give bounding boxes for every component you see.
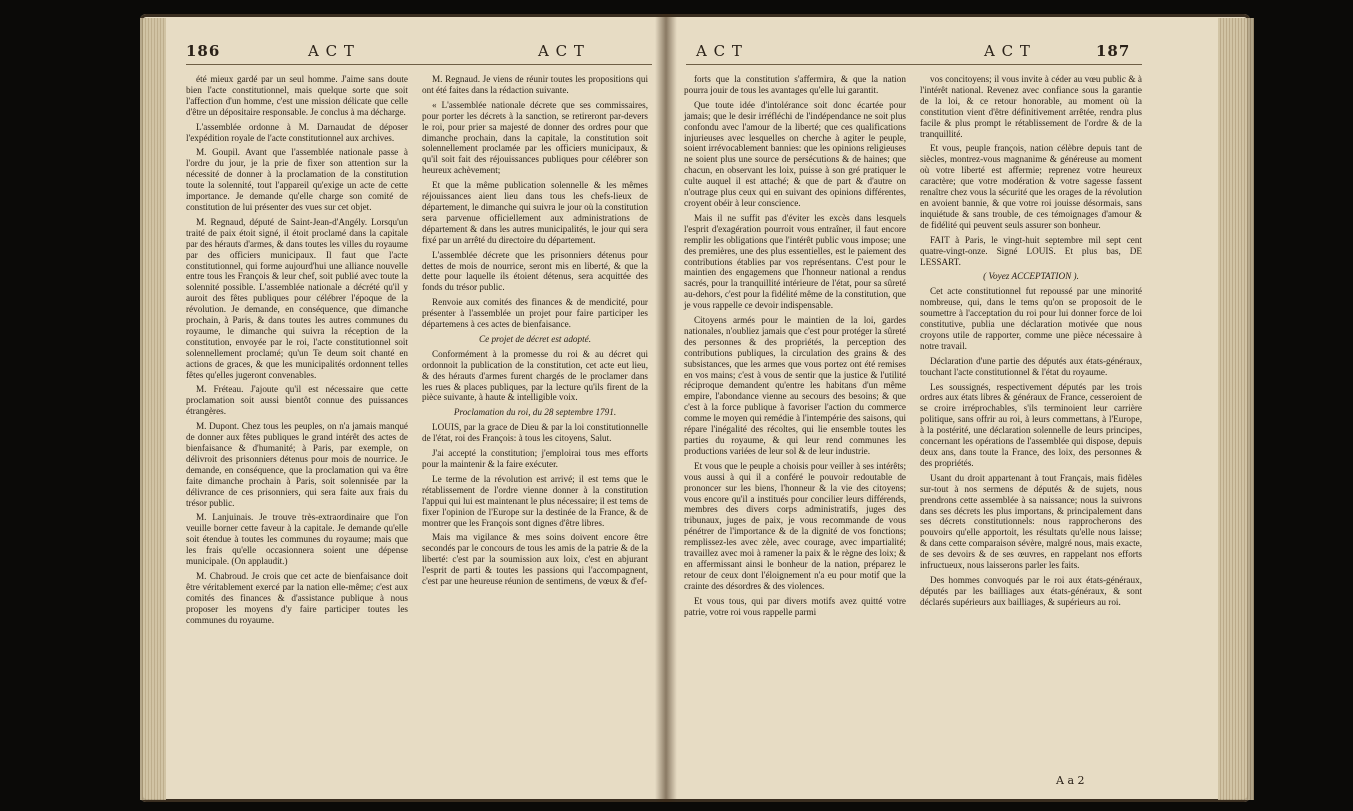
paragraph: Le terme de la révolution est arrivé; il est tems que le rétablissement de l'ordre vienne donner à la constitution l'appui qui lui est maintenant le plus nécessaire; il est tems de fixer l'opinion de l'Europe sur la destinée de la France, & de montrer que les François sont dignes d'être libres. [422,473,648,528]
paragraph: M. Goupil. Avant que l'assemblée nationale passe à l'ordre du jour, je la prie de fixer son attention sur la nécessité de donner à la proclamation de la constitution toute la solennité, tout l'appareil qu'exige un acte de cette importance. Je demande qu'elle charge son comité de constitution de lui présenter des vues sur cet objet. [186,147,408,212]
paragraph: L'assemblée ordonne à M. Darnaudat de déposer l'expédition royale de l'acte constitutionnel aux archives. [186,121,408,143]
paragraph: FAIT à Paris, le vingt-huit septembre mil sept cent quatre-vingt-onze. Signé LOUIS. Et plus bas, DE LESSART. [920,234,1142,267]
paragraph: Usant du droit appartenant à tout Français, mais fidèles sur-tout à nos sermens de députés & de sujets, nous prendrons cette assemblée à sa naissance; nous la suivrons dans ses décrets les plus importans, & principalement dans ses décrets constitutionnels: nous rapprocherons des pouvoirs qu'elle apportoit, les résultats qu'elle nous laisse; & dans cette comparaison sévère, malgré nous, mais exacte, de ses devoirs & de ses œuvres, en rappelant nos efforts infructueux, nous laisserons parler les faits. [920,472,1142,571]
text-column-right-2 [920,74,1142,612]
paragraph: Mais il ne suffit pas d'éviter les excès dans lesquels l'esprit d'exagération pourroit vous entraîner, il faut encore remplir les obligations que l'intérêt public vous impose; une des premières, une des plus essentielles, est le paiement des contributions établies par vos représentans. C'est pour le maintien des engagemens que l'honneur national a rendus sacrés, pour la tranquillité intérieure de l'état, pour sa sûreté au-dehors, c'est pour la fidélité même de la constitution, que je vous rappelle ce devoir indispensable. [684,212,906,311]
paragraph: Cet acte constitutionnel fut repoussé par une minorité nombreuse, qui, dans le tems qu'on se proposoit de le soumettre à l'acceptation du roi pour lui donner force de loi constitutive, publia une déclaration motivée que nous croyons utile de rapporter, comme une pièce nécessaire à notre travail. [920,286,1142,351]
paragraph: Déclaration d'une partie des députés aux états-généraux, touchant l'acte constitutionnel & l'état du royaume. [920,355,1142,377]
page-number-left: 186 [186,42,221,60]
paragraph: LOUIS, par la grace de Dieu & par la loi constitutionnelle de l'état, roi des François: à tous les citoyens, Salut. [422,422,648,444]
header-rule [686,64,1142,65]
paragraph: Et vous, peuple françois, nation célèbre depuis tant de siècles, montrez-vous magnanime & généreuse au moment où votre liberté est affermie; reprenez votre heureux caractère; que votre modération & votre sagesse fassent renaître chez vous la sécurité que les orages de la révolution en avoient bannie, & que votre roi jouisse désormais, sans inquiétude & sans trouble, de ces témoignages d'amour & de fidélité qui peuvent seuls assurer son bonheur. [920,143,1142,230]
paragraph: Les soussignés, respectivement députés par les trois ordres aux états libres & généraux de France, cesseroient de se croire irréprochables, s'ils terminoient leur carrière politique, sans offrir au roi, à leurs commettans, à l'Europe, à la postérité, une déclaration solennelle de leurs principes, concernant les opérations de l'assemblée qui dispose, depuis deux ans, dans toute la France, des loix, des personnes & des propriétés. [920,381,1142,468]
paragraph: M. Lanjuinais. Je trouve très-extraordinaire que l'on veuille borner cette faveur à la capitale. Je demande qu'elle soit étendue à toutes les communes du royaume; mais que les frais qu'elle occasionnera soient une dépense municipale. (On applaudit.) [186,512,408,567]
paragraph: Renvoie aux comités des finances & de mendicité, pour présenter à l'assemblée un projet pour faire participer les départemens à ces actes de bienfaisance. [422,297,648,330]
paragraph: Que toute idée d'intolérance soit donc écartée pour jamais; que le desir irréfléchi de l'indépendance ne soit plus confondu avec l'amour de la liberté; que ces qualifications injurieuses avec lesquelles on cherche à agiter le peuple, soient irrévocablement bannies: que les opinions religieuses ne soient plus une source de persécutions & de haines; que chacun, en observant les loix, puisse à son gré pratiquer le culte auquel il est attaché; & que de part & d'autre on n'outrage plus ceux qui en suivant des opinions différentes, croyent obéir à leur conscience. [684,99,906,208]
book-spine [655,14,677,802]
text-column-left-2 [422,74,648,591]
paragraph: Mais ma vigilance & mes soins doivent encore être secondés par le concours de tous les amis de la patrie & de la liberté: c'est par la soumission aux loix, c'est en abjurant l'esprit de parti & toutes les passions qui l'accompagnent, c'est par une heureuse réunion de sentimens, de vœux & d'ef- [422,532,648,587]
paragraph: vos concitoyens; il vous invite à céder au vœu public & à l'intérêt national. Revenez avec confiance sous la garantie de la loi, & ce retour honorable, au moment où la constitution vient d'être définitivement arrêtée, rendra plus facile & plus prompt le rétablissement de l'ordre & de la tranquillité. [920,74,1142,139]
running-head: A C T [538,42,585,60]
running-head: A C T [696,42,743,60]
paragraph: M. Chabroud. Je crois que cet acte de bienfaisance doit être véritablement exercé par la nation elle-même; c'est aux comités des finances & d'assistance publique à nous proposer les moyens d'y faire participer toutes les communes du royaume. [186,570,408,625]
left-page-edges [140,18,166,800]
paragraph: J'ai accepté la constitution; j'emploirai tous mes efforts pour la maintenir & la faire exécuter. [422,448,648,469]
paragraph: Et vous tous, qui par divers motifs avez quitté votre patrie, votre roi vous rappelle parmi [684,595,906,617]
paragraph: été mieux gardé par un seul homme. J'aime sans doute bien l'acte constitutionnel, mais quelque sorte que soit l'affection d'un homme, c'est une mission délicate que celle d'être un dépositaire responsable. Je conclus à ma décharge. [186,74,408,117]
signature-mark: A a 2 [1056,774,1085,787]
paragraph: M. Regnaud. Je viens de réunir toutes les propositions qui ont été faites dans la rédaction suivante. [422,74,648,95]
paragraph: Et que la même publication solennelle & les mêmes réjouissances aient lieu dans tous les chefs-lieux de département, le dimanche qui suivra le jour où la constitution sera parvenue officiellement aux administrations de département & dans les autres municipalités, le jour qui sera fixé par un arrêté du directoire du département. [422,180,648,245]
paragraph: Proclamation du roi, du 28 septembre 1791. [453,407,617,418]
paragraph: M. Regnaud, député de Saint-Jean-d'Angély. Lorsqu'un traité de paix étoit signé, il étoit proclamé dans la capitale par des hérauts d'armes, & dans toutes les villes du royaume par des officiers municipaux. Il faut que l'acte constitutionnel, qui forme aujourd'hui une alliance nouvelle entre tous les François & leur chef, soit publié avec toute la solennité possible. L'assemblée nationale a décrété qu'il y auroit des fêtes publiques pour célébrer l'époque de la révolution. Je demande, en conséquence, que dimanche prochain, à Paris, & dans toutes les autres communes du royaume, le dimanche qui suivra la réception de la constitution, envoyée par le roi, l'acte constitutionnel soit solennellement proclamé; qu'un Te deum soit chanté en actions de graces, & que les municipalités ordonnent telles fêtes qu'elles jugeront convenables. [186,216,408,380]
right-page-edges [1218,18,1254,800]
paragraph: Des hommes convoqués par le roi aux états-généraux, députés par les bailliages aux états-généraux, & sont déclarés supérieurs aux bailliages, & supérieurs au roi. [920,574,1142,607]
paragraph: L'assemblée décrete que les prisonniers détenus pour dettes de mois de nourrice, seront mis en liberté, & que la dette pour laquelle ils étoient détenus, sera acquittée des fonds du trésor public. [422,249,648,293]
paragraph: Et vous que le peuple a choisis pour veiller à ses intérêts; vous aussi à qui il a conféré le pouvoir redoutable de prononcer sur les biens, l'honneur & la vie des citoyens; vous encore qu'il a institués pour concilier leurs différends, membres des divers corps administratifs, juges des tribunaux, juges de paix, je vous recommande de vous pénétrer de l'importance & de la dignité de vos fonctions; remplissez-les avec zèle, avec courage, avec impartialité; travaillez avec moi à ramener la paix & le règne des loix; & en affermissant ainsi le bonheur de la nation, préparez le retour de ceux dont l'éloignement n'a eu pour motif que la crainte des désordres & des violences. [684,460,906,591]
right-page [676,14,1216,794]
left-page [168,14,658,794]
page-number-right: 187 [1096,42,1131,60]
running-head: A C T [308,42,355,60]
paragraph: M. Fréteau. J'ajoute qu'il est nécessaire que cette proclamation soit aussi bientôt connue des puissances étrangères. [186,384,408,417]
paragraph: M. Dupont. Chez tous les peuples, on n'a jamais manqué de donner aux fêtes publiques le grand intérêt des actes de bienfaisance & d'humanité; à Paris, par exemple, on délivroit des prisonniers détenus pour mois de nourrice. Je demande, en conséquence, que la proclamation qui va être faite dimanche prochain à Paris, soit solennisée par la délivrance de ces prisonniers, qui sera faite aux frais du trésor public. [186,421,408,508]
paragraph: « L'assemblée nationale décrete que ses commissaires, pour porter les décrets à la sanction, se retireront par-devers le roi, pour prier sa majesté de donner des ordres pour que dimanche prochain, dans la capitale, la constitution soit solennellement proclamée par les officiers municipaux, & qu'il soit fait des réjouissances publiques pour célébrer son heureux achèvement; [422,99,648,176]
paragraph: ( Voyez ACCEPTATION ). [983,271,1079,282]
paragraph: forts que la constitution s'affermira, & que la nation pourra jouir de tous les avantages qu'elle lui garantit. [684,74,906,95]
header-rule [186,64,652,65]
paragraph: Citoyens armés pour le maintien de la loi, gardes nationales, n'oubliez jamais que c'est pour protéger la sûreté des personnes & des propriétés, la perception des contributions publiques, la circulation des grains & des subsistances, que les armes que vous portez ont été remises en vos mains; c'est à vous de sentir que la justice & l'utilité réciproque demandent qu'entre les habitans d'un même empire, l'abondance vienne au secours des besoins; & que c'est à la force publique à favoriser l'action du commerce comme le moyen qui remédie à l'intempérie des saisons, qui répare l'inégalité des récoltes, qui lie ensemble toutes les parties du royaume, & qui leur rend communes les productions variées de leur sol & de leur industrie. [684,315,906,456]
text-column-left-1 [186,74,408,630]
paragraph: Ce projet de décret est adopté. [478,333,592,344]
running-head: A C T [984,42,1031,60]
text-column-right-1 [684,74,906,622]
paragraph: Conformément à la promesse du roi & au décret qui ordonnoit la publication de la constitution, cet acte eut lieu, & des hérauts d'armes furent chargés de le proclamer dans les rues & places publiques, par la lecture qu'ils firent de la pièce suivante, à haute & intelligible voix. [422,348,648,403]
